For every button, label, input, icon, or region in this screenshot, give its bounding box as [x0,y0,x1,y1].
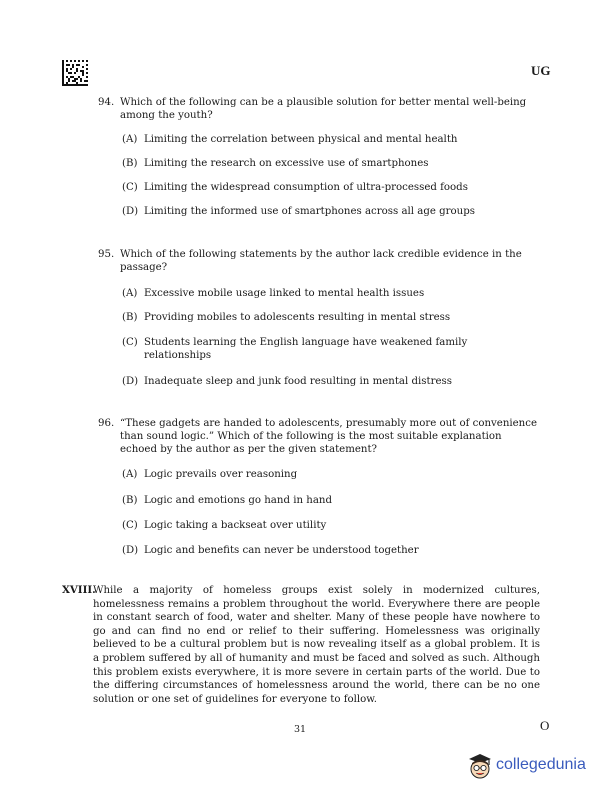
datamatrix-code-icon [62,60,88,86]
option-96-b[interactable] [122,494,522,507]
option-text: Logic and benefits can never be understood together [144,545,419,556]
option-96-d[interactable] [122,544,522,557]
question-number: 94. [98,97,115,108]
option-label: (D) [122,545,139,556]
option-label: (A) [122,288,138,299]
question-95 [98,248,538,274]
option-94-d[interactable] [122,205,522,218]
passage-section-xviii [62,584,540,706]
option-95-d[interactable] [122,375,522,388]
option-text: Students learning the English language have weakened family relationships [144,337,468,361]
page-mark: O [540,718,550,733]
option-label: (C) [122,337,138,348]
option-label: (A) [122,469,138,480]
option-text: Excessive mobile usage linked to mental health issues [144,288,425,299]
option-label: (D) [122,206,139,217]
option-text: Limiting the informed use of smartphones across all age groups [144,206,475,217]
exam-code: UG [531,63,551,78]
option-label: (A) [122,134,138,145]
option-label: (B) [122,158,138,169]
option-text: Limiting the correlation between physical and mental health [144,134,458,145]
page-number: 31 [294,724,307,735]
option-text: Limiting the research on excessive use of smartphones [144,158,429,169]
option-label: (B) [122,495,138,506]
option-text: Inadequate sleep and junk food resulting in mental distress [144,376,452,387]
question-94 [98,96,538,122]
option-label: (C) [122,182,138,193]
option-95-c[interactable] [122,336,472,362]
mascot-icon [465,750,495,782]
option-text: Providing mobiles to adolescents resulting in mental stress [144,312,451,323]
question-number: 96. [98,418,115,429]
question-number: 95. [98,249,115,260]
passage-text: While a majority of homeless groups exist solely in modernized cultures, homelessness remains a problem throughout the world. Everywhere there are people in constant search of food, water and shelter. Many of these people have nowhere to go and can find no end or relief to their suffering. Homelessness was originally believed to be a cultural problem but is now revealing itself as a global problem. It is a problem suffered by all of humanity and must be faced and solved as such. Although this problem exists everywhere, it is more severe in certain parts of the world. Due to the differing circumstances of homelessness around the world, there can be no one solution or one set of guidelines for everyone to follow. [93,585,540,705]
question-text: Which of the following statements by the author lack credible evidence in the passage? [120,249,522,273]
question-96 [98,417,538,456]
option-label: (B) [122,312,138,323]
option-text: Logic taking a backseat over utility [144,520,327,531]
option-text: Logic and emotions go hand in hand [144,495,332,506]
option-96-a[interactable] [122,468,522,481]
question-text: Which of the following can be a plausible solution for better mental well-being among the youth? [120,97,527,121]
option-label: (D) [122,376,139,387]
collegedunia-logo [465,748,605,784]
logo-text: collegedunia [496,756,586,773]
option-95-a[interactable] [122,287,522,300]
option-94-c[interactable] [122,181,522,194]
option-96-c[interactable] [122,519,522,532]
option-94-b[interactable] [122,157,522,170]
option-label: (C) [122,520,138,531]
question-text: “These gadgets are handed to adolescents, presumably more out of convenience than sound logic.” Which of the following is the most suitable explanation echoed by the author as per the given statement? [120,418,537,455]
section-number: XVIII. [62,584,96,596]
option-text: Logic prevails over reasoning [144,469,298,480]
option-95-b[interactable] [122,311,522,324]
option-text: Limiting the widespread consumption of ultra-processed foods [144,182,468,193]
option-94-a[interactable] [122,133,522,146]
